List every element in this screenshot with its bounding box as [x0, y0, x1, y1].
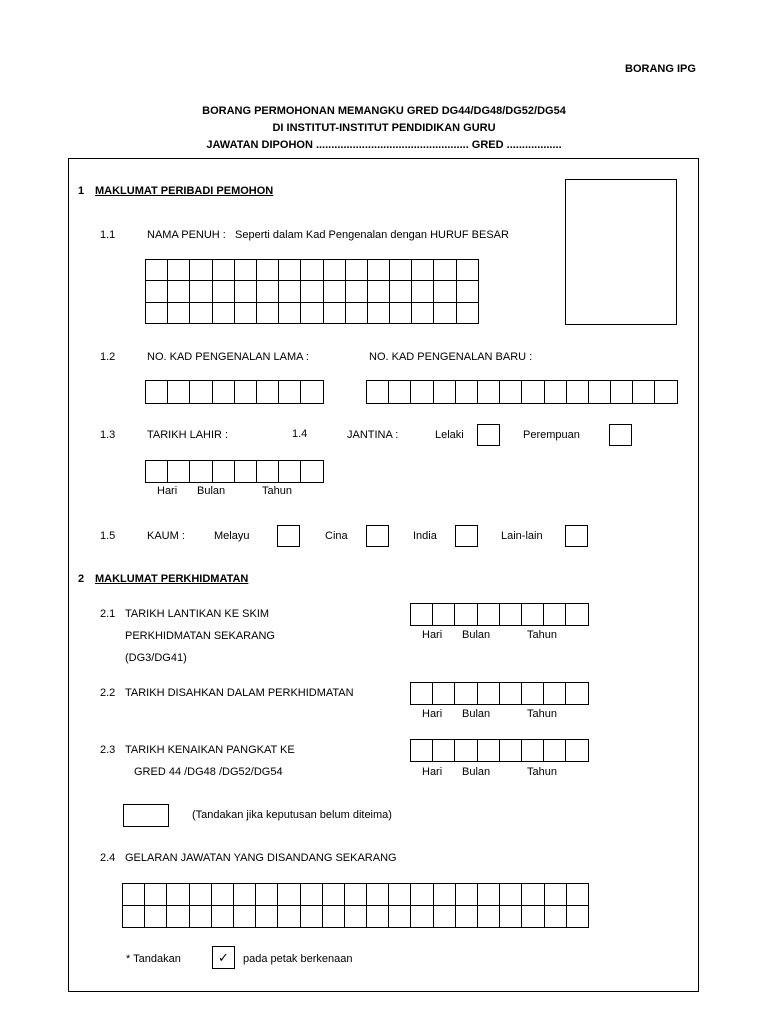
race-label: KAUM :	[147, 530, 185, 542]
date-month-label: Bulan	[462, 766, 491, 778]
race-india-checkbox[interactable]	[455, 525, 478, 547]
section1-heading: MAKLUMAT PERIBADI PEMOHON	[95, 185, 274, 197]
race-option-label: Lain-lain	[501, 530, 543, 542]
date-month-label: Bulan	[462, 708, 491, 720]
job-title-grid[interactable]	[122, 883, 589, 928]
section1-number: 1	[78, 185, 85, 197]
date-day-label: Hari	[422, 708, 443, 720]
dob-year-label: Tahun	[262, 485, 292, 497]
q2-1-line1: TARIKH LANTIKAN KE SKIM	[125, 608, 270, 620]
q1-1-number: 1.1	[100, 229, 116, 241]
full-name-grid[interactable]	[145, 259, 479, 324]
promotion-date-grid[interactable]	[410, 739, 589, 762]
pending-decision-checkbox[interactable]	[123, 804, 169, 827]
q2-4-label: GELARAN JAWATAN YANG DISANDANG SEKARANG	[125, 852, 397, 864]
race-melayu-checkbox[interactable]	[277, 525, 300, 547]
dob-grid[interactable]	[145, 460, 324, 483]
q2-1-number: 2.1	[100, 608, 116, 620]
date-year-label: Tahun	[527, 708, 557, 720]
date-day-label: Hari	[422, 629, 443, 641]
pending-note: (Tandakan jika keputusan belum diteima)	[192, 809, 392, 821]
ic-new-grid[interactable]	[366, 380, 678, 404]
dob-day-label: Hari	[157, 485, 178, 497]
q2-2-number: 2.2	[100, 687, 116, 699]
dob-month-label: Bulan	[197, 485, 226, 497]
date-day-label: Hari	[422, 766, 443, 778]
form-title-line1: BORANG PERMOHONAN MEMANGKU GRED DG44/DG48/DG52/DG54	[202, 105, 566, 117]
race-option-label: Cina	[325, 530, 348, 542]
q1-4-number: 1.4	[292, 428, 308, 440]
q2-3-line2: GRED 44 /DG48 /DG52/DG54	[134, 766, 283, 778]
ic-new-label: NO. KAD PENGENALAN BARU :	[369, 351, 533, 363]
footer-note-prefix: * Tandakan	[126, 953, 181, 965]
gender-female-label: Perempuan	[523, 429, 580, 441]
confirmation-date-grid[interactable]	[410, 682, 589, 705]
section2-number: 2	[78, 573, 85, 585]
q1-2-number: 1.2	[100, 351, 116, 363]
appointment-date-grid[interactable]	[410, 603, 589, 626]
q1-3-number: 1.3	[100, 429, 116, 441]
gender-male-label: Lelaki	[435, 429, 464, 441]
form-code: BORANG IPG	[625, 63, 696, 75]
race-option-label: India	[413, 530, 437, 542]
q2-4-number: 2.4	[100, 852, 116, 864]
date-year-label: Tahun	[527, 766, 557, 778]
dob-label: TARIKH LAHIR :	[147, 429, 229, 441]
q2-3-line1: TARIKH KENAIKAN PANGKAT KE	[125, 744, 295, 756]
q2-3-number: 2.3	[100, 744, 116, 756]
q1-1-label: NAMA PENUH :	[147, 229, 226, 241]
form-title-line3: JAWATAN DIPOHON .................................................. GRED ..................	[206, 139, 562, 151]
race-cina-checkbox[interactable]	[366, 525, 389, 547]
race-option-label: Melayu	[214, 530, 250, 542]
q1-5-number: 1.5	[100, 530, 116, 542]
tick-example-icon: ✓	[212, 946, 235, 969]
q2-1-line2: PERKHIDMATAN SEKARANG	[125, 630, 275, 642]
q2-1-line3: (DG3/DG41)	[125, 652, 187, 664]
date-month-label: Bulan	[462, 629, 491, 641]
footer-note-suffix: pada petak berkenaan	[243, 953, 353, 965]
race-lain-lain-checkbox[interactable]	[565, 525, 588, 547]
ic-old-grid[interactable]	[145, 380, 324, 404]
gender-female-checkbox[interactable]	[609, 424, 632, 446]
gender-male-checkbox[interactable]	[477, 424, 500, 446]
form-title-line2: DI INSTITUT-INSTITUT PENDIDIKAN GURU	[272, 122, 496, 134]
q2-2-line1: TARIKH DISAHKAN DALAM PERKHIDMATAN	[125, 687, 354, 699]
section2-heading: MAKLUMAT PERKHIDMATAN	[95, 573, 249, 585]
q1-1-hint: Seperti dalam Kad Pengenalan dengan HURUF BESAR	[235, 229, 509, 241]
gender-label: JANTINA :	[347, 429, 399, 441]
date-year-label: Tahun	[527, 629, 557, 641]
ic-old-label: NO. KAD PENGENALAN LAMA :	[147, 351, 309, 363]
photo-box[interactable]	[565, 179, 677, 325]
